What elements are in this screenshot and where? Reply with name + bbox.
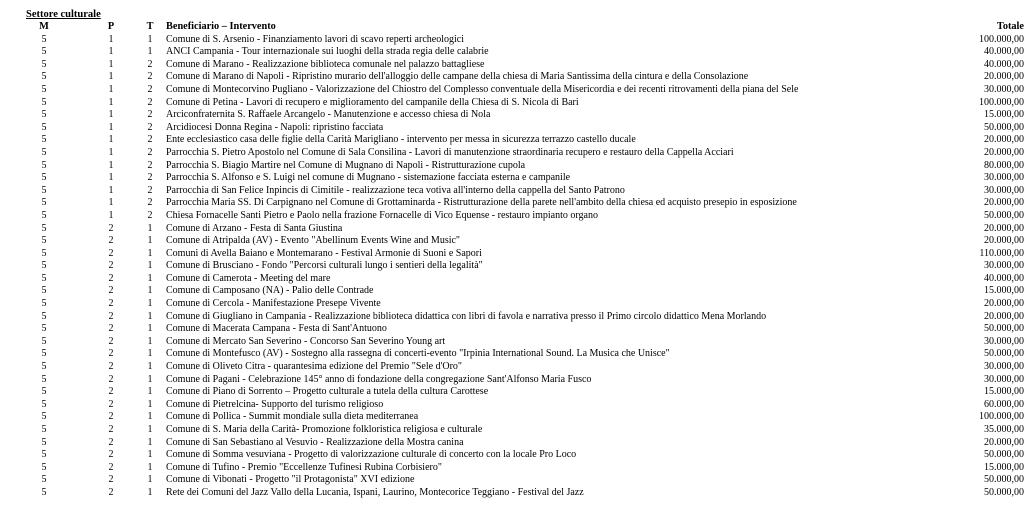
cell-beneficiario: Parrocchia S. Pietro Apostolo nel Comune di Sala Consilina - Lavori di manutenzione straordinaria recupero e restauro della Cappella Acciari xyxy=(166,146,734,158)
cell-beneficiario: Comune di S. Arsenio - Finanziamento lavori di scavo reperti archeologici xyxy=(166,33,464,45)
cell-p: 1 xyxy=(108,159,114,171)
cell-m: 5 xyxy=(41,134,47,146)
cell-p: 2 xyxy=(108,474,114,486)
cell-beneficiario: Comune di Macerata Campana - Festa di Sant'Antuono xyxy=(166,323,387,335)
cell-totale: 20.000,00 xyxy=(984,71,1024,83)
cell-t: 1 xyxy=(147,386,153,398)
cell-t: 1 xyxy=(147,222,153,234)
cell-t: 2 xyxy=(147,209,153,221)
cell-p: 2 xyxy=(108,361,114,373)
cell-beneficiario: ANCI Campania - Tour internazionale sui luoghi della strada regia delle calabrie xyxy=(166,46,489,58)
cell-t: 1 xyxy=(147,335,153,347)
cell-beneficiario: Chiesa Fornacelle Santi Pietro e Paolo nella frazione Fornacelle di Vico Equense - restauro impianto organo xyxy=(166,209,598,221)
cell-totale: 80.000,00 xyxy=(984,159,1024,171)
table-row xyxy=(0,449,1024,462)
cell-p: 2 xyxy=(108,247,114,259)
table-row xyxy=(0,122,1024,135)
cell-totale: 20.000,00 xyxy=(984,436,1024,448)
cell-beneficiario: Comune di San Sebastiano al Vesuvio - Realizzazione della Mostra canina xyxy=(166,436,464,448)
table-row xyxy=(0,323,1024,336)
cell-beneficiario: Parrocchia S. Biagio Martire nel Comune di Mugnano di Napoli - Ristrutturazione cupola xyxy=(166,159,526,171)
cell-p: 2 xyxy=(108,449,114,461)
cell-beneficiario: Comune di Piano di Sorrento – Progetto culturale a tutela della cultura Carottese xyxy=(166,386,489,398)
cell-m: 5 xyxy=(41,449,47,461)
cell-p: 2 xyxy=(108,335,114,347)
cell-t: 1 xyxy=(147,46,153,58)
table-row xyxy=(0,185,1024,198)
cell-p: 2 xyxy=(108,424,114,435)
cell-t: 1 xyxy=(147,33,153,45)
cell-t: 1 xyxy=(147,436,153,448)
cell-m: 5 xyxy=(41,474,47,486)
table-row xyxy=(0,374,1024,387)
cell-t: 1 xyxy=(147,449,153,461)
cell-beneficiario: Arciconfraternita S. Raffaele Arcangelo - Manutenzione e accesso chiesa di Nola xyxy=(166,109,491,121)
table-header xyxy=(0,21,1024,34)
cell-m: 5 xyxy=(41,386,47,398)
cell-t: 1 xyxy=(147,310,153,322)
cell-totale: 40.000,00 xyxy=(984,46,1024,58)
cell-t: 1 xyxy=(147,486,153,498)
cell-m: 5 xyxy=(41,272,47,284)
cell-p: 2 xyxy=(108,222,114,234)
header-t: T xyxy=(146,21,154,32)
cell-t: 2 xyxy=(147,184,153,196)
cell-totale: 50.000,00 xyxy=(984,449,1024,461)
cell-p: 1 xyxy=(108,96,114,108)
cell-p: 2 xyxy=(108,235,114,247)
cell-totale: 20.000,00 xyxy=(984,310,1024,322)
cell-totale: 50.000,00 xyxy=(984,348,1024,360)
cell-totale: 20.000,00 xyxy=(984,222,1024,234)
table-row xyxy=(0,235,1024,248)
cell-beneficiario: Comune di Montecorvino Pugliano - Valorizzazione del Chiostro del Complesso conventuale della Misericordia e dei recenti ritrovamenti della piana del Sele xyxy=(166,83,799,95)
cell-beneficiario: Comune di Somma vesuviana - Progetto di valorizzazione culturale di concerto con la locale Pro Loco xyxy=(166,449,577,461)
table-row xyxy=(0,336,1024,349)
table-row xyxy=(0,34,1024,47)
cell-m: 5 xyxy=(41,424,47,435)
table-row xyxy=(0,223,1024,236)
table-row xyxy=(0,361,1024,374)
cell-m: 5 xyxy=(41,209,47,221)
cell-p: 1 xyxy=(108,58,114,70)
cell-p: 1 xyxy=(108,184,114,196)
funding-table xyxy=(0,21,1024,500)
cell-m: 5 xyxy=(41,411,47,423)
cell-beneficiario: Comune di Pagani - Celebrazione 145° anno di fondazione della congregazione Sant'Alfonso Maria Fusco xyxy=(166,373,592,385)
cell-t: 2 xyxy=(147,96,153,108)
cell-beneficiario: Parrocchia Maria SS. Di Carpignano nel Comune di Grottaminarda - Ristrutturazione della parete nell'ambito della chiesa ed acquisto presepio in esposizione xyxy=(166,197,797,209)
cell-totale: 15.000,00 xyxy=(984,109,1024,121)
cell-beneficiario: Comune di Vibonati - Progetto "il Protagonista" XVI edizione xyxy=(166,474,415,486)
cell-totale: 30.000,00 xyxy=(984,184,1024,196)
cell-beneficiario: Comune di Marano - Realizzazione biblioteca comunale nel palazzo battagliese xyxy=(166,58,485,70)
table-row xyxy=(0,273,1024,286)
cell-m: 5 xyxy=(41,247,47,259)
cell-m: 5 xyxy=(41,235,47,247)
cell-totale: 40.000,00 xyxy=(984,272,1024,284)
cell-t: 2 xyxy=(147,58,153,70)
table-row xyxy=(0,197,1024,210)
cell-p: 2 xyxy=(108,260,114,272)
cell-p: 2 xyxy=(108,373,114,385)
cell-totale: 30.000,00 xyxy=(984,361,1024,373)
header-totale: Totale xyxy=(996,21,1024,32)
cell-beneficiario: Ente ecclesiastico casa delle figlie della Carità Marigliano - intervento per messa in sicurezza terrazzo castello ducale xyxy=(166,134,636,146)
cell-totale: 100.000,00 xyxy=(979,96,1024,108)
cell-totale: 20.000,00 xyxy=(984,134,1024,146)
table-row xyxy=(0,462,1024,475)
cell-beneficiario: Comune di S. Maria della Carità- Promozione folkloristica religiosa e culturale xyxy=(166,424,483,435)
cell-p: 2 xyxy=(108,285,114,297)
cell-p: 2 xyxy=(108,436,114,448)
cell-beneficiario: Comune di Oliveto Citra - quarantesima edizione del Premio "Sele d'Oro" xyxy=(166,361,463,373)
table-row xyxy=(0,285,1024,298)
cell-p: 1 xyxy=(108,83,114,95)
cell-p: 1 xyxy=(108,134,114,146)
cell-m: 5 xyxy=(41,298,47,310)
cell-totale: 50.000,00 xyxy=(984,474,1024,486)
cell-m: 5 xyxy=(41,109,47,121)
cell-m: 5 xyxy=(41,83,47,95)
cell-totale: 50.000,00 xyxy=(984,209,1024,221)
cell-totale: 100.000,00 xyxy=(979,411,1024,423)
cell-m: 5 xyxy=(41,486,47,498)
cell-beneficiario: Arcidiocesi Donna Regina - Napoli: ripristino facciata xyxy=(166,121,384,133)
cell-totale: 50.000,00 xyxy=(984,323,1024,335)
table-row xyxy=(0,172,1024,185)
cell-m: 5 xyxy=(41,33,47,45)
cell-p: 1 xyxy=(108,109,114,121)
cell-m: 5 xyxy=(41,323,47,335)
cell-totale: 30.000,00 xyxy=(984,83,1024,95)
cell-t: 2 xyxy=(147,197,153,209)
cell-p: 2 xyxy=(108,398,114,410)
table-row xyxy=(0,84,1024,97)
cell-beneficiario: Comune di Giugliano in Campania - Realizzazione biblioteca didattica con libri di favola e narrativa presso il Primo circolo didattico Mena Morlando xyxy=(166,310,767,322)
cell-p: 1 xyxy=(108,146,114,158)
table-row xyxy=(0,348,1024,361)
cell-p: 2 xyxy=(108,310,114,322)
table-row xyxy=(0,71,1024,84)
cell-totale: 100.000,00 xyxy=(979,33,1024,45)
cell-m: 5 xyxy=(41,121,47,133)
header-p: P xyxy=(107,21,115,32)
table-row xyxy=(0,109,1024,122)
cell-t: 1 xyxy=(147,260,153,272)
cell-t: 2 xyxy=(147,109,153,121)
cell-totale: 15.000,00 xyxy=(984,285,1024,297)
cell-t: 1 xyxy=(147,247,153,259)
cell-t: 1 xyxy=(147,298,153,310)
header-m: M xyxy=(39,21,49,32)
cell-beneficiario: Rete dei Comuni del Jazz Vallo della Lucania, Ispani, Laurino, Montecorice Teggiano - Festival del Jazz xyxy=(166,486,584,498)
cell-m: 5 xyxy=(41,285,47,297)
cell-beneficiario: Comune di Camerota - Meeting del mare xyxy=(166,272,331,284)
cell-t: 1 xyxy=(147,348,153,360)
cell-p: 2 xyxy=(108,348,114,360)
cell-t: 1 xyxy=(147,398,153,410)
cell-t: 2 xyxy=(147,159,153,171)
cell-p: 2 xyxy=(108,323,114,335)
cell-p: 2 xyxy=(108,298,114,310)
cell-totale: 30.000,00 xyxy=(984,373,1024,385)
cell-m: 5 xyxy=(41,436,47,448)
cell-beneficiario: Comuni di Avella Baiano e Montemarano - Festival Armonie di Suoni e Sapori xyxy=(166,247,482,259)
cell-beneficiario: Comune di Atripalda (AV) - Evento "Abellinum Events Wine and Music" xyxy=(166,235,461,247)
cell-m: 5 xyxy=(41,96,47,108)
cell-m: 5 xyxy=(41,373,47,385)
table-row xyxy=(0,424,1024,437)
cell-t: 1 xyxy=(147,373,153,385)
cell-totale: 110.000,00 xyxy=(979,247,1024,259)
cell-totale: 35.000,00 xyxy=(984,424,1024,435)
table-row xyxy=(0,46,1024,59)
header-beneficiario: Beneficiario – Intervento xyxy=(166,21,276,32)
cell-beneficiario: Comune di Marano di Napoli - Ripristino murario dell'alloggio delle campane della chiesa di Maria Santissima della cintura e della Consolazione xyxy=(166,71,749,83)
cell-t: 1 xyxy=(147,461,153,473)
cell-m: 5 xyxy=(41,58,47,70)
cell-beneficiario: Comune di Mercato San Severino - Concorso San Severino Young art xyxy=(166,335,446,347)
cell-beneficiario: Comune di Petina - Lavori di recupero e miglioramento del campanile della Chiesa di S. Nicola di Bari xyxy=(166,96,579,108)
cell-p: 1 xyxy=(108,209,114,221)
cell-t: 2 xyxy=(147,146,153,158)
table-row xyxy=(0,134,1024,147)
cell-t: 1 xyxy=(147,285,153,297)
cell-m: 5 xyxy=(41,260,47,272)
cell-m: 5 xyxy=(41,461,47,473)
cell-p: 2 xyxy=(108,411,114,423)
cell-t: 2 xyxy=(147,121,153,133)
table-row xyxy=(0,386,1024,399)
cell-totale: 50.000,00 xyxy=(984,121,1024,133)
cell-beneficiario: Parrocchia S. Alfonso e S. Luigi nel comune di Mugnano - sistemazione facciata esterna e campanile xyxy=(166,172,571,184)
cell-totale: 30.000,00 xyxy=(984,260,1024,272)
cell-m: 5 xyxy=(41,71,47,83)
cell-p: 2 xyxy=(108,386,114,398)
cell-m: 5 xyxy=(41,197,47,209)
cell-totale: 40.000,00 xyxy=(984,58,1024,70)
cell-totale: 20.000,00 xyxy=(984,146,1024,158)
cell-m: 5 xyxy=(41,398,47,410)
table-row xyxy=(0,97,1024,110)
table-row xyxy=(0,298,1024,311)
cell-t: 2 xyxy=(147,71,153,83)
cell-p: 1 xyxy=(108,46,114,58)
cell-p: 2 xyxy=(108,272,114,284)
cell-m: 5 xyxy=(41,172,47,184)
cell-t: 2 xyxy=(147,134,153,146)
table-row xyxy=(0,260,1024,273)
cell-p: 1 xyxy=(108,33,114,45)
cell-beneficiario: Comune di Camposano (NA) - Palio delle Contrade xyxy=(166,285,374,297)
cell-p: 2 xyxy=(108,461,114,473)
cell-t: 1 xyxy=(147,411,153,423)
cell-beneficiario: Comune di Pollica - Summit mondiale sulla dieta mediterranea xyxy=(166,411,419,423)
cell-m: 5 xyxy=(41,146,47,158)
cell-totale: 30.000,00 xyxy=(984,335,1024,347)
table-row xyxy=(0,399,1024,412)
table-row xyxy=(0,437,1024,450)
section-title: Settore culturale xyxy=(26,9,101,20)
table-row xyxy=(0,160,1024,173)
cell-beneficiario: Comune di Arzano - Festa di Santa Giustina xyxy=(166,222,343,234)
cell-p: 1 xyxy=(108,121,114,133)
cell-totale: 15.000,00 xyxy=(984,461,1024,473)
table-row xyxy=(0,59,1024,72)
cell-t: 2 xyxy=(147,172,153,184)
table-row xyxy=(0,147,1024,160)
cell-t: 1 xyxy=(147,235,153,247)
cell-t: 2 xyxy=(147,83,153,95)
table-row xyxy=(0,248,1024,261)
cell-beneficiario: Comune di Tufino - Premio "Eccellenze Tufinesi Rubina Corbisiero" xyxy=(166,461,442,473)
cell-totale: 50.000,00 xyxy=(984,486,1024,498)
header-row xyxy=(0,21,1024,34)
cell-totale: 30.000,00 xyxy=(984,172,1024,184)
table-row xyxy=(0,411,1024,424)
cell-beneficiario: Parrocchia di San Felice Inpincis di Cimitile - realizzazione teca votiva all'interno della cappella del Santo Patrono xyxy=(166,184,625,196)
table-body xyxy=(0,34,1024,500)
cell-p: 1 xyxy=(108,71,114,83)
table-row xyxy=(0,474,1024,487)
cell-totale: 20.000,00 xyxy=(984,298,1024,310)
table-row xyxy=(0,311,1024,324)
cell-totale: 20.000,00 xyxy=(984,197,1024,209)
cell-p: 1 xyxy=(108,197,114,209)
cell-m: 5 xyxy=(41,361,47,373)
cell-m: 5 xyxy=(41,310,47,322)
table-row xyxy=(0,487,1024,500)
cell-m: 5 xyxy=(41,46,47,58)
cell-totale: 60.000,00 xyxy=(984,398,1024,410)
cell-p: 1 xyxy=(108,172,114,184)
cell-p: 2 xyxy=(108,486,114,498)
cell-totale: 15.000,00 xyxy=(984,386,1024,398)
table-row xyxy=(0,210,1024,223)
cell-t: 1 xyxy=(147,272,153,284)
cell-t: 1 xyxy=(147,424,153,435)
cell-m: 5 xyxy=(41,159,47,171)
cell-beneficiario: Comune di Brusciano - Fondo "Percorsi culturali lungo i sentieri della legalità" xyxy=(166,260,483,272)
cell-totale: 20.000,00 xyxy=(984,235,1024,247)
cell-m: 5 xyxy=(41,222,47,234)
cell-beneficiario: Comune di Pietrelcina- Supporto del turismo religioso xyxy=(166,398,384,410)
cell-beneficiario: Comune di Cercola - Manifestazione Presepe Vivente xyxy=(166,298,381,310)
cell-beneficiario: Comune di Montefusco (AV) - Sostegno alla rassegna di concerti-evento "Irpinia International Sound. La Musica che Unisce" xyxy=(166,348,670,360)
cell-t: 1 xyxy=(147,361,153,373)
cell-m: 5 xyxy=(41,184,47,196)
cell-m: 5 xyxy=(41,348,47,360)
cell-t: 1 xyxy=(147,323,153,335)
cell-t: 1 xyxy=(147,474,153,486)
cell-m: 5 xyxy=(41,335,47,347)
